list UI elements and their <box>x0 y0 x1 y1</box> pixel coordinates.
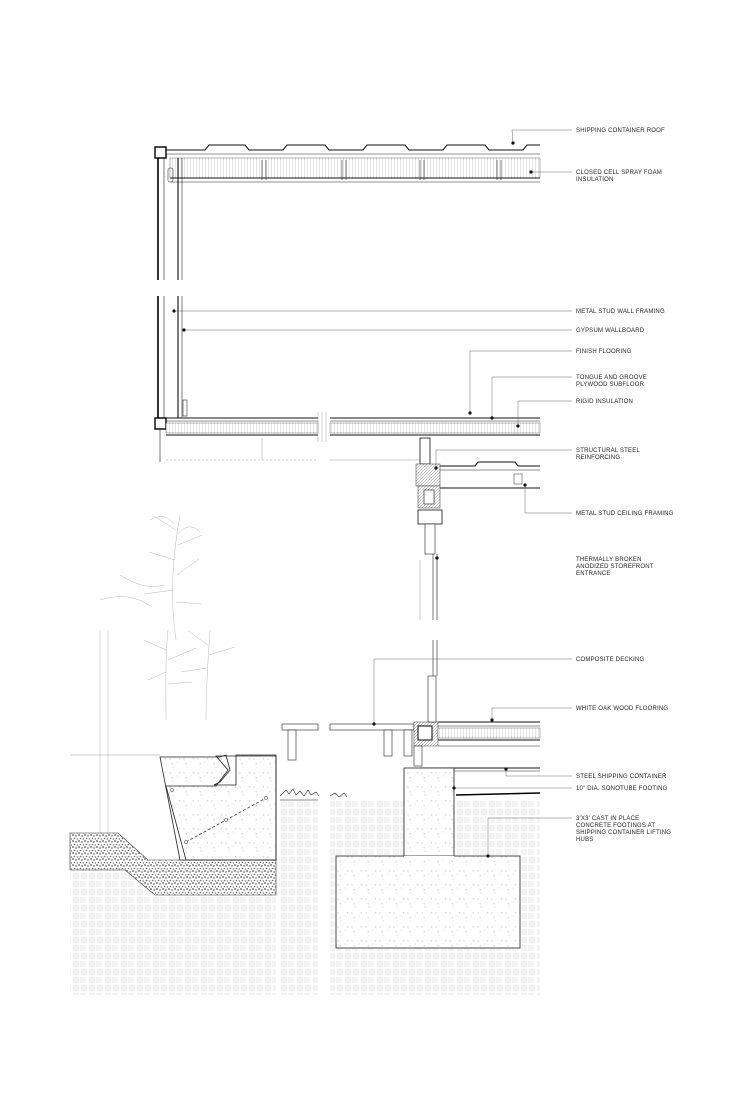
label-subfloor: TONGUE AND GROOVE PLYWOOD SUBFLOOR <box>576 375 647 388</box>
upper-floor-assembly <box>160 412 540 462</box>
label-sonotube: 10" DIA. SONOTUBE FOOTING <box>576 786 668 792</box>
label-concrete-footings: 3'X3' CAST IN PLACE CONCRETE FOOTINGS AT SHIPPING CONTAINER LIFTING HUBS <box>576 816 672 843</box>
leader-lines <box>174 130 572 856</box>
entrance-header <box>416 438 540 620</box>
label-composite-decking: COMPOSITE DECKING <box>576 657 645 663</box>
label-roof: SHIPPING CONTAINER ROOF <box>576 128 665 134</box>
left-wall-lower <box>155 296 187 429</box>
label-gypsum: GYPSUM WALLBOARD <box>576 328 645 334</box>
label-ceiling-framing: METAL STUD CEILING FRAMING <box>576 511 674 517</box>
label-oak-flooring: WHITE OAK WOOD FLOORING <box>576 706 669 712</box>
container-roof <box>166 145 540 182</box>
label-stud-wall: METAL STUD WALL FRAMING <box>576 309 665 315</box>
label-steel-reinforcing: STRUCTURAL STEEL REINFORCING <box>576 448 640 461</box>
label-finish-flooring: FINISH FLOORING <box>576 349 632 355</box>
label-rigid-insulation: RIGID INSULATION <box>576 399 634 405</box>
left-wall-upper <box>155 147 182 280</box>
label-shipping-container: STEEL SHIPPING CONTAINER <box>576 774 667 780</box>
leader-dots <box>172 141 532 857</box>
label-storefront: THERMALLY BROKEN ANODIZED STOREFRONT ENTRANCE <box>576 557 654 577</box>
label-spray-foam: CLOSED CELL SPRAY FOAM INSULATION <box>576 170 662 183</box>
sonotube-and-footing <box>336 768 520 948</box>
callout-labels <box>576 128 674 843</box>
